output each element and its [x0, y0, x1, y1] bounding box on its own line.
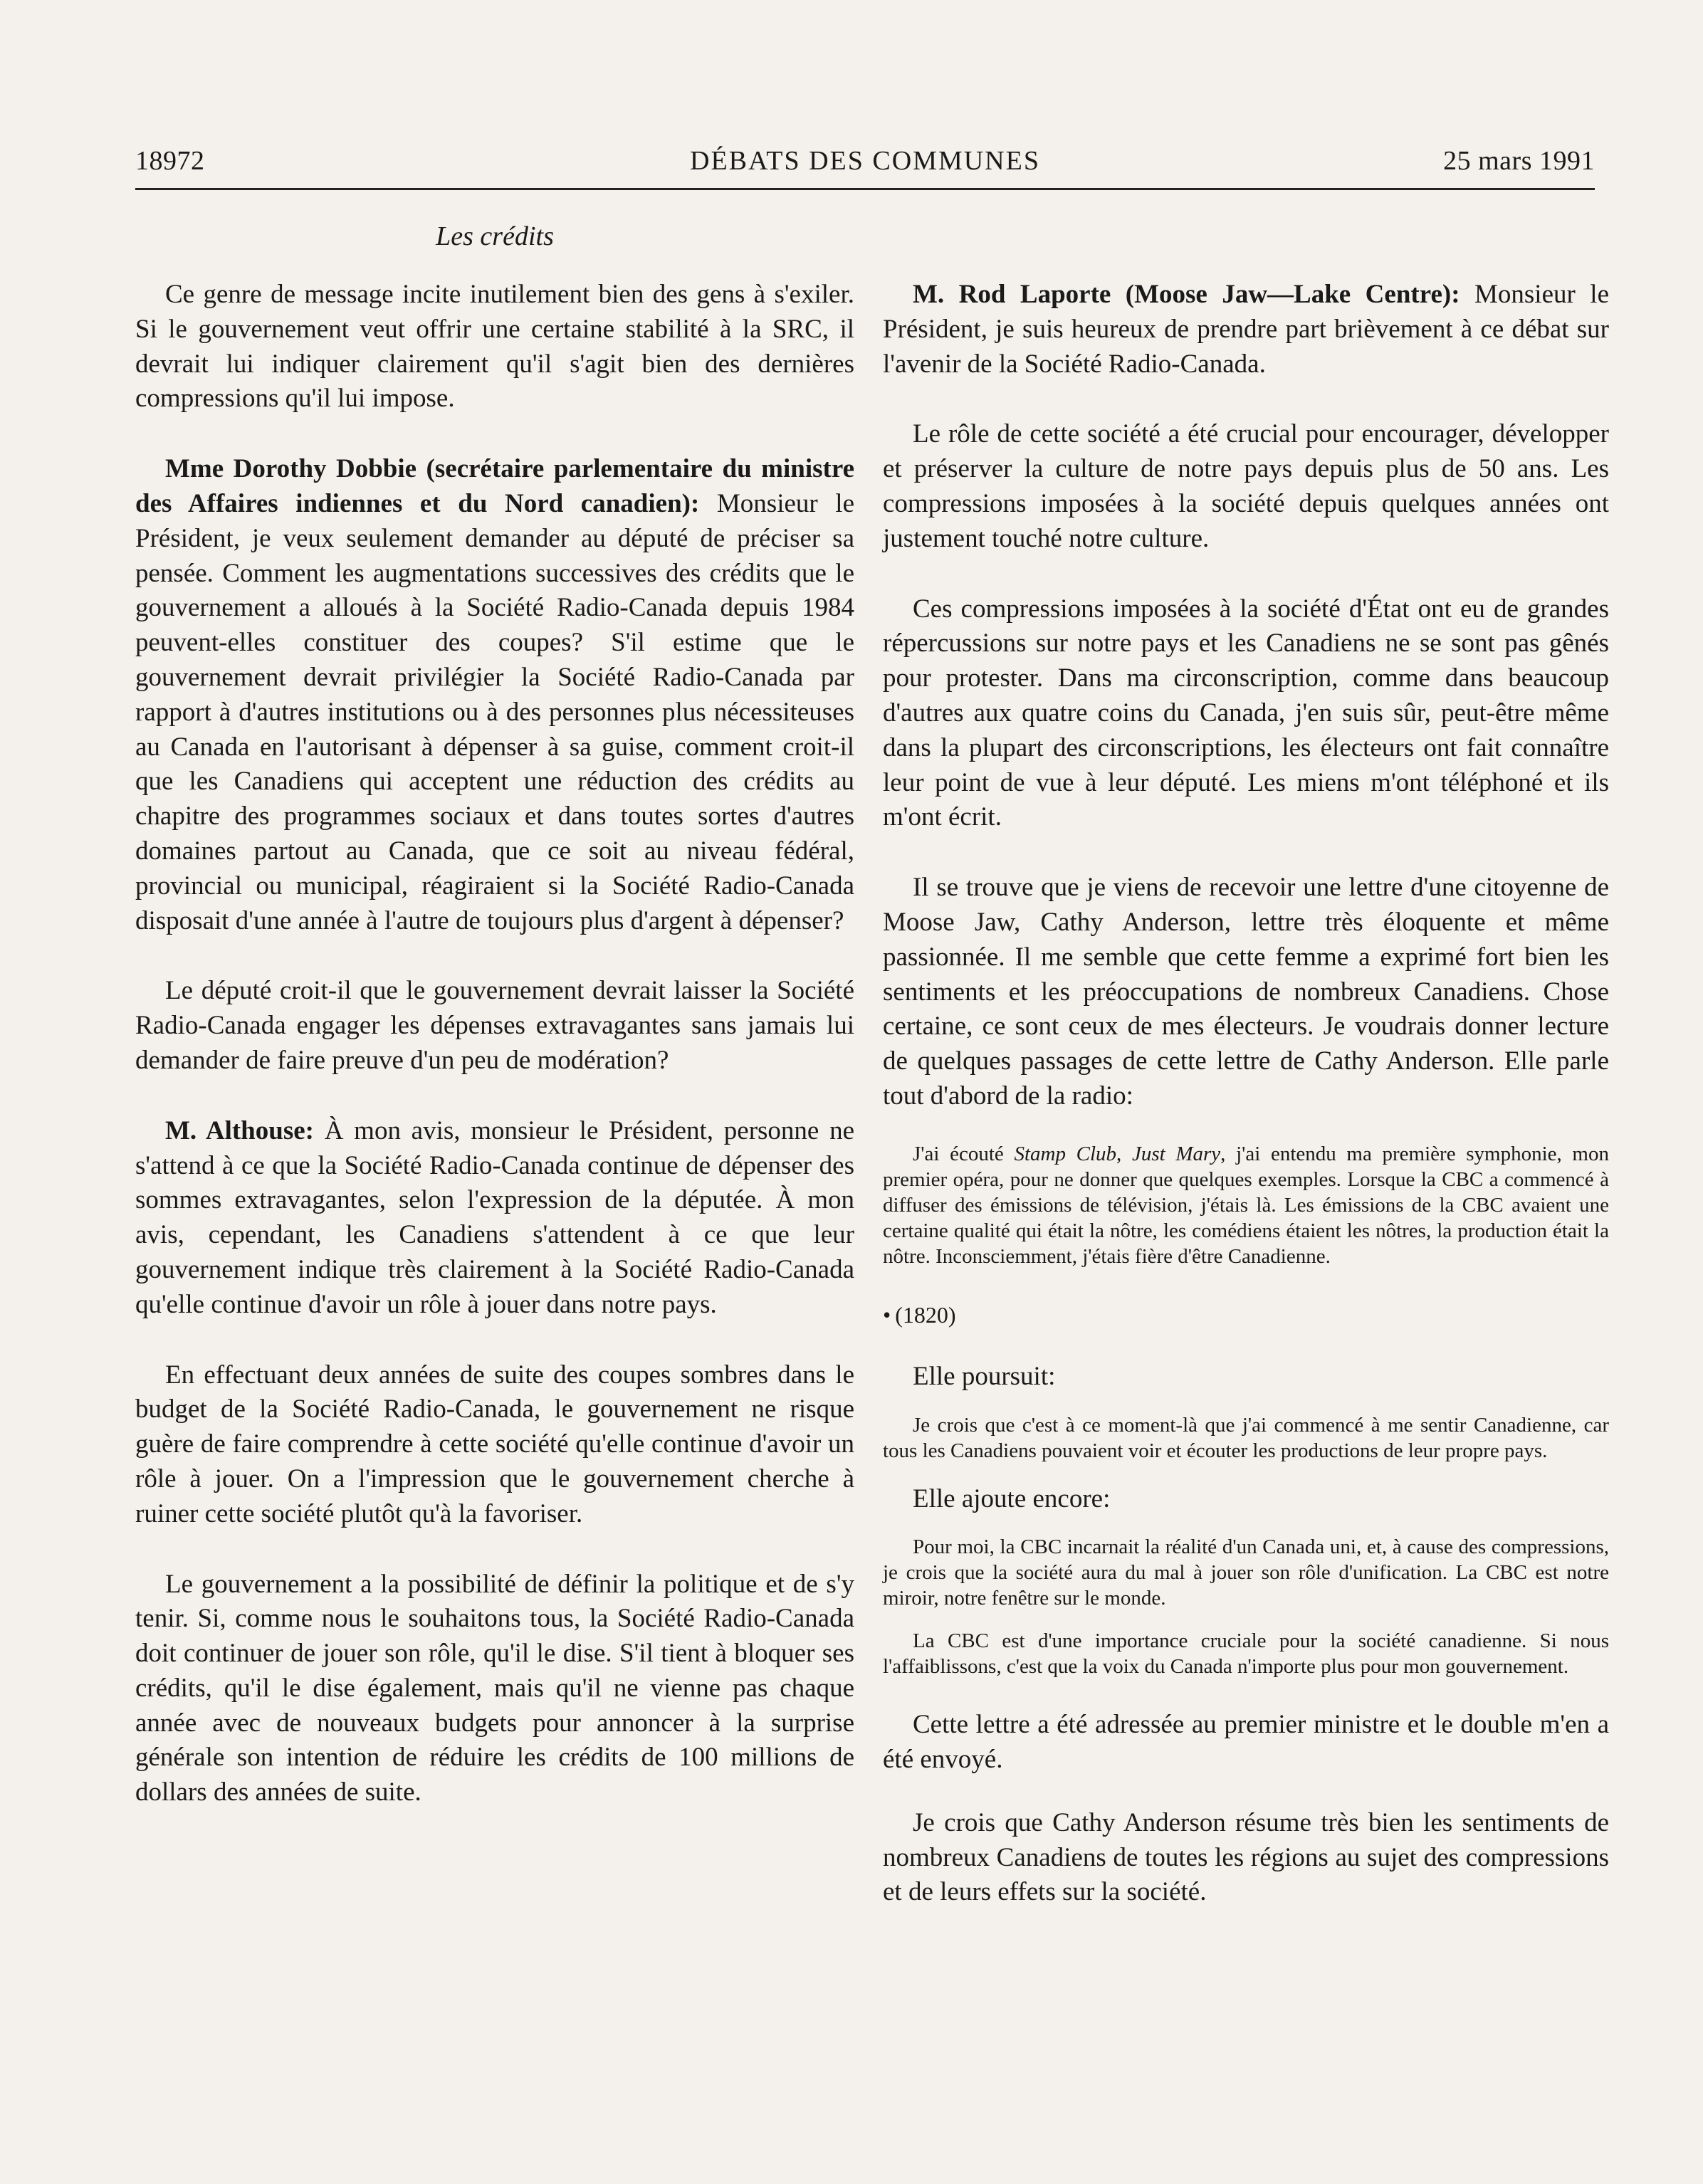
speaker-name: Mme Dorothy Dobbie (secrétaire parlementaire du ministre des Affaires indiennes et du Nord canadien):	[135, 454, 854, 518]
letter-quote: Pour moi, la CBC incarnait la réalité d'un Canada uni, et, à cause des compressions, je crois que la société aura du mal à jouer son rôle d'unification. La CBC est notre miroir, notre fenêtre sur le monde.	[883, 1535, 1609, 1610]
speaker-name: M. Rod Laporte (Moose Jaw—Lake Centre):	[913, 280, 1460, 309]
speech-text: Monsieur le Président, je veux seulement demander au député de préciser sa pensée. Comment les augmentations successives des crédits que le gouvernement a alloués à la Société Radio-Canada depuis 1984 peuvent-elles constituer des coupes? S'il estime que le gouvernement devrait privilégier la Société Radio-Canada par rapport à d'autres institutions ou à des personnes plus nécessiteuses au Canada en l'autorisant à dépenser à sa guise, comment croit-il que les Canadiens qui acceptent une réduction des crédits au chapitre des programmes sociaux et dans toutes sortes d'autres domaines partout au Canada, que ce soit au niveau fédéral, provincial ou municipal, réagiraient si la Société Radio-Canada disposait d'une année à l'autre de toujours plus d'argent à dépenser?	[135, 488, 854, 935]
program-title: Stamp Club	[1014, 1142, 1117, 1165]
paragraph: En effectuant deux années de suite des coupes sombres dans le budget de la Société Radio-Canada, le gouvernement ne risque guère de faire comprendre à cette société qu'elle continue d'avoir un rôle à jouer. On a l'impression que le gouvernement cherche à ruiner cette société plutôt qu'à la favoriser.	[135, 1360, 854, 1528]
letter-quote: Je crois que c'est à ce moment-là que j'ai commencé à me sentir Canadienne, car tous les Canadiens pouvaient voir et écouter les productions de leur propre pays.	[883, 1414, 1609, 1463]
bullet-icon: •	[883, 1301, 891, 1328]
speech-dobbie	[135, 452, 854, 938]
paragraph: Ces compressions imposées à la société d'État ont eu de grandes répercussions sur notre pays et les Canadiens ne se sont pas gênés pour protester. Dans ma circonscription, comme dans beaucoup d'autres aux quatre coins du Canada, j'en suis sûr, peut-être même dans la plupart des circonscriptions, les électeurs ont fait connaître leur point de vue à leur député. Les miens m'ont téléphoné et ils m'ont écrit.	[883, 594, 1609, 832]
paragraph: Le gouvernement a la possibilité de définir la politique et de s'y tenir. Si, comme nous le souhaitons tous, la Société Radio-Canada doit continuer de jouer son rôle, qu'il le dise. S'il tient à bloquer ses crédits, qu'il le dise également, mais qu'il ne vienne pas chaque année avec de nouveaux budgets pour annoncer à la surprise générale son intention de réduire les crédits de 100 millions de dollars des années de suite.	[135, 1569, 854, 1807]
paragraph: Il se trouve que je viens de recevoir une lettre d'une citoyenne de Moose Jaw, Cathy Anderson, lettre très éloquente et même passionnée. Il me semble que cette femme a exprimé fort bien les sentiments et les préoccupations de nombreux Canadiens. Chose certaine, ce sont ceux de mes électeurs. Je voudrais donner lecture de quelques passages de cette lettre de Cathy Anderson. Elle parle tout d'abord de la radio:	[883, 873, 1609, 1111]
letter-quote	[883, 1141, 1609, 1269]
section-subhead: Les crédits	[436, 221, 554, 251]
publication-date: 25 mars 1991	[1443, 146, 1595, 176]
timestamp-text: (1820)	[895, 1301, 956, 1328]
letter-quote: La CBC est d'une importance cruciale pour la société canadienne. Si nous l'affaiblissons, c'est que la voix du Canada n'importe plus pour mon gouvernement.	[883, 1629, 1609, 1679]
paragraph: Cette lettre a été adressée au premier ministre et le double m'en a été envoyé.	[883, 1710, 1609, 1774]
paragraph: Ce genre de message incite inutilement bien des gens à s'exiler. Si le gouvernement veut offrir une certaine stabilité à la SRC, il devrait lui indiquer clairement qu'il s'agit bien des dernières compressions qu'il lui impose.	[135, 280, 854, 414]
speech-text: À mon avis, monsieur le Président, personne ne s'attend à ce que la Société Radio-Canada continue de dépenser des sommes extravagantes, selon l'expression de la députée. À mon avis, cependant, les Canadiens s'attendent à ce que leur gouvernement indique très clairement à la Société Radio-Canada qu'elle continue d'avoir un rôle à jouer dans notre pays.	[135, 1115, 854, 1319]
timestamp	[883, 1298, 1609, 1333]
quote-text: J'ai écouté	[913, 1142, 1015, 1165]
speech-laporte	[883, 278, 1609, 382]
quote-text: , j'ai entendu ma première symphonie, mon premier opéra, pour ne donner que quelques exemples. Lorsque la CBC a commencé à diffuser des émissions de télévision, j'étais là. Les émissions de la CBC avaient une certaine qualité qui était la nôtre, les comédiens étaient les nôtres, la production était la nôtre. Inconsciemment, j'étais fière d'être Canadienne.	[883, 1142, 1609, 1268]
program-title: Just Mary	[1131, 1142, 1221, 1165]
paragraph: Je crois que Cathy Anderson résume très bien les sentiments de nombreux Canadiens de toutes les régions au sujet des compressions et de leurs effets sur la société.	[883, 1807, 1609, 1907]
left-column	[135, 278, 854, 1810]
speech-althouse	[135, 1114, 854, 1323]
right-column	[883, 278, 1609, 1910]
paragraph: Le rôle de cette société a été crucial pour encourager, développer et préserver la culture de notre pays depuis plus de 50 ans. Les compressions imposées à la société depuis quelques années ont justement touché notre culture.	[883, 419, 1609, 553]
page-header	[135, 142, 1595, 190]
publication-title: DÉBATS DES COMMUNES	[690, 146, 1040, 176]
paragraph: Elle poursuit:	[913, 1361, 1056, 1391]
page-number: 18972	[135, 146, 205, 176]
paragraph: Le député croit-il que le gouvernement devrait laisser la Société Radio-Canada engager les dépenses extravagantes sans jamais lui demander de faire preuve d'un peu de modération?	[135, 976, 854, 1075]
quote-text: ,	[1116, 1142, 1132, 1165]
speech-text: Monsieur le Président, je suis heureux de prendre part brièvement à ce débat sur l'avenir de la Société Radio-Canada.	[883, 280, 1609, 379]
paragraph: Elle ajoute encore:	[913, 1484, 1111, 1514]
speaker-name: M. Althouse:	[165, 1115, 314, 1145]
